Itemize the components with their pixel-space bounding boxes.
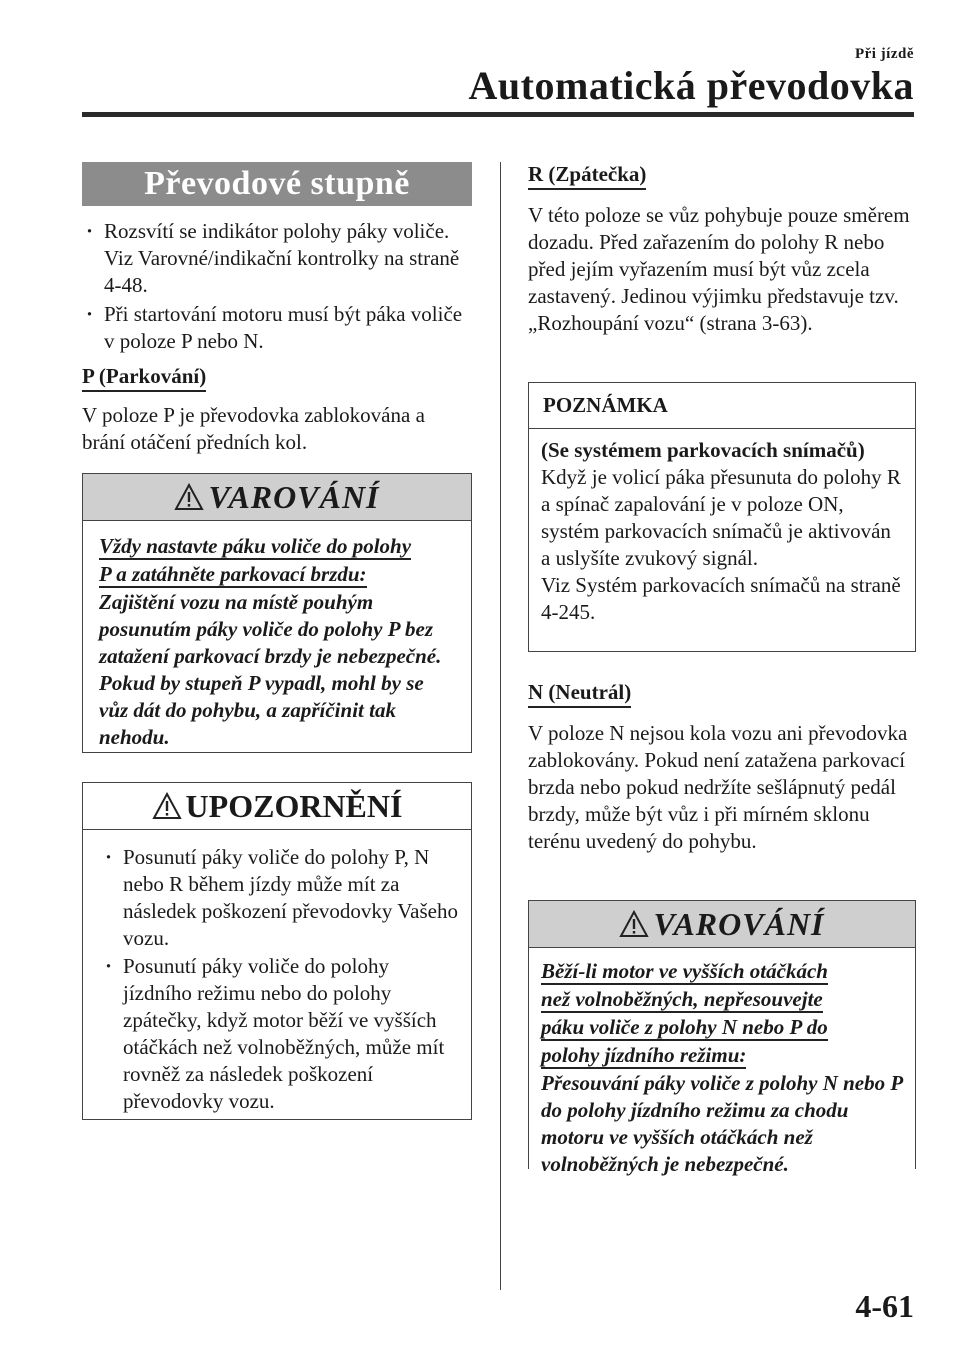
warning-text: Zajištění vozu na místě pouhým posunutím páky voliče do polohy P bez zatažení parkovací brzdy je nebezpečné. Pokud by stupeň P vypadl, mohl by se vůz dát do pohybu, a zapříčinit tak nehodu. xyxy=(99,590,442,749)
r-heading: R (Zpátečka) xyxy=(528,162,646,190)
note-box xyxy=(528,382,916,652)
note-reference: Viz Systém parkovacích snímačů na straně 4-245. xyxy=(541,573,901,624)
warning-triangle-icon xyxy=(174,483,204,511)
warning-lead-line: páku voliče z polohy N nebo P do xyxy=(541,1015,828,1039)
note-text: Když je volicí páka přesunuta do polohy R a spínač zapalování je v poloze ON, systém parkovacích snímačů je aktivován a uslyšíte zvukový signál. xyxy=(541,465,901,570)
warning-title: VAROVÁNÍ xyxy=(208,478,380,515)
n-text: V poloze N nejsou kola vozu ani převodovka zablokovány. Pokud není zatažena parkovací brzda nebo pokud nedržíte sešlápnutý pedál brzdy, může být vůz i při mírném sklonu terénu uvedený do pohybu. xyxy=(528,721,908,853)
intro-bullet: · Rozsvítí se indikátor polohy páky voliče. Viz Varovné/indikační kontrolky na straně 4-48. xyxy=(82,218,476,299)
warning-lead-line: než volnoběžných, nepřesouvejte xyxy=(541,987,823,1011)
page-number: 4-61 xyxy=(855,1288,914,1324)
warning-triangle-icon xyxy=(619,910,649,938)
intro-bullets xyxy=(82,218,476,355)
caution-bullet: · Posunutí páky voliče do polohy P, N nebo R během jízdy může mít za následek poškození převodovky Vašeho vozu. xyxy=(101,844,459,952)
caution-header xyxy=(83,783,471,830)
header-section-label: Při jízdě xyxy=(854,46,914,62)
note-body xyxy=(529,429,915,626)
n-heading: N (Neutrál) xyxy=(528,680,631,708)
caution-bullet: · Posunutí páky voliče do polohy jízdního režimu nebo do polohy zpátečky, když motor běží ve vyšších otáčkách než volnoběžných, může mít rovněž za následek poškození převodovky vozu. xyxy=(101,953,459,1115)
intro-bullet: · Při startování motoru musí být páka voliče v poloze P nebo N. xyxy=(82,301,476,355)
column-divider xyxy=(500,162,501,1290)
n-heading-wrap xyxy=(528,680,631,708)
warning-body-2 xyxy=(529,948,915,1178)
section-title: Převodové stupně xyxy=(144,165,410,202)
r-heading-wrap xyxy=(528,162,646,190)
section-title-bar xyxy=(82,162,472,206)
warning-header xyxy=(83,474,471,521)
warning-body xyxy=(83,521,471,751)
p-text: V poloze P je převodovka zablokována a brání otáčení předních kol. xyxy=(82,403,425,454)
page-title: Automatická převodovka xyxy=(468,63,914,108)
p-heading-wrap xyxy=(82,364,206,392)
p-heading: P (Parkování) xyxy=(82,364,206,392)
warning-text-2: Přesouvání páky voliče z polohy N nebo P do polohy jízdního režimu za chodu motoru ve vyšších otáčkách než volnoběžných je nebezpečné. xyxy=(541,1071,903,1176)
warning-lead-line: Vždy nastavte páku voliče do polohy xyxy=(99,534,412,558)
warning-lead-line: polohy jízdního režimu: xyxy=(541,1043,747,1067)
warning-title-2: VAROVÁNÍ xyxy=(653,905,825,942)
caution-triangle-icon xyxy=(152,792,182,820)
warning-lead-line: Běží-li motor ve vyšších otáčkách xyxy=(541,959,828,983)
warning-box xyxy=(82,473,472,753)
caution-body xyxy=(83,830,471,1115)
warning-lead-line: P a zatáhněte parkovací brzdu: xyxy=(99,562,367,586)
caution-title: UPOZORNĚNÍ xyxy=(185,787,403,824)
warning-box-2 xyxy=(528,900,916,1176)
header-rule xyxy=(82,112,914,117)
note-subtitle: (Se systémem parkovacích snímačů) xyxy=(541,438,865,462)
warning-header-2 xyxy=(529,901,915,948)
r-text: V této poloze se vůz pohybuje pouze směrem dozadu. Před zařazením do polohy R nebo před jejím vyřazením musí být vůz zcela zastavený. Jedinou výjimku představuje tzv. „Rozhoupání vozu“ (strana 3-63). xyxy=(528,203,910,335)
caution-box xyxy=(82,782,472,1120)
note-title: POZNÁMKA xyxy=(529,383,915,429)
